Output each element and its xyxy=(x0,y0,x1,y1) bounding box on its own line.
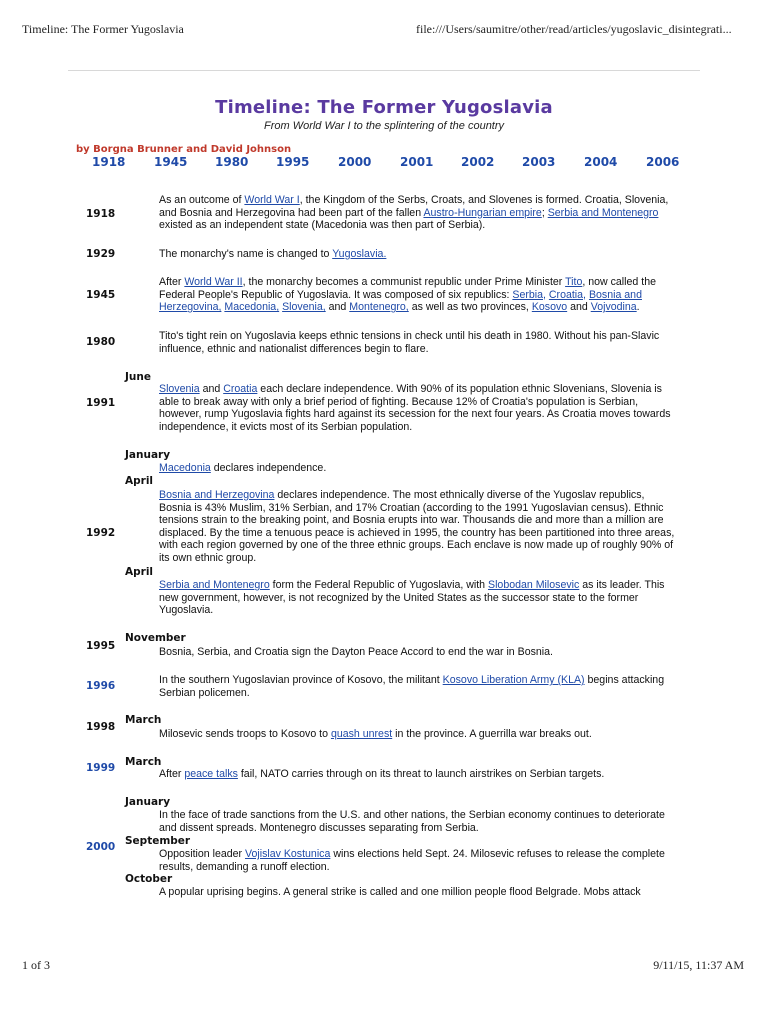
inline-link[interactable]: Bosnia and Herzegovina xyxy=(159,489,275,501)
year-link-1918[interactable]: 1918 xyxy=(92,155,126,169)
year-link-1945[interactable]: 1945 xyxy=(154,155,188,169)
inline-link[interactable]: Kosovo xyxy=(531,301,568,314)
year-label-1929: 1929 xyxy=(86,248,116,260)
inline-link[interactable]: World War II xyxy=(184,276,243,288)
month-label: June xyxy=(125,371,151,383)
byline: by Borgna Brunner and David Johnson xyxy=(76,144,292,155)
year-label-1918: 1918 xyxy=(86,208,116,220)
month-label: October xyxy=(125,873,173,885)
entry-text-2000-january: In the face of trade sanctions from the U.S. and other nations, the Serbian economy continues to deteriorate and dissent spreads. Montenegro discusses separating from Serbia. xyxy=(159,809,665,834)
inline-link[interactable]: World War I xyxy=(244,194,300,206)
month-label: April xyxy=(125,566,154,578)
entry-text-1991: Slovenia and Croatia each declare independence. With 90% of its population ethnic Slovenians, Slovenia is able to break away with only a brief period of fighting. Because 12% of Croatia's population is Serbian, however, rump Yugoslavia fights hard against its secession for the next four years. As Croatia moves towards independence, it evicts most of its Serbian population. xyxy=(159,383,671,433)
entry-text-1918: As an outcome of World War I, the Kingdom of the Serbs, Croats, and Slovenes is formed. Croatia, Slovenia, and Bosnia and Herzegovina had been part of the fallen Austro-Hungarian empire; Serbia and Montenegro existed as an independent state (Macedonia was then part of Serbia). xyxy=(159,194,669,232)
year-label-1995: 1995 xyxy=(86,640,116,652)
print-header-url: file:///Users/saumitre/other/read/articles/yugoslavic_disintegrati... xyxy=(416,22,732,36)
year-link-2002[interactable]: 2002 xyxy=(461,155,495,169)
year-link-2004[interactable]: 2004 xyxy=(584,155,618,169)
inline-link[interactable]: Kosovo Liberation Army (KLA) xyxy=(442,674,585,686)
month-label: January xyxy=(125,796,171,808)
entry-text-1980: Tito's tight rein on Yugoslavia keeps ethnic tensions in check until his death in 1980. Without his pan-Slavic influence, ethnic and nationalist differences begin to flare. xyxy=(159,330,660,355)
month-label: September xyxy=(125,835,191,847)
print-footer-date: 9/11/15, 11:37 AM xyxy=(653,958,744,972)
year-label-1991: 1991 xyxy=(86,397,116,409)
print-header-title: Timeline: The Former Yugoslavia xyxy=(22,22,184,36)
month-label: January xyxy=(125,449,171,461)
inline-link[interactable]: quash unrest xyxy=(330,728,393,740)
inline-link[interactable]: Vojislav Kostunica xyxy=(244,848,331,860)
inline-link[interactable]: Slovenia, xyxy=(282,301,326,314)
inline-link[interactable]: Serbia and Montenegro xyxy=(159,579,270,591)
inline-link[interactable]: Montenegro, xyxy=(349,301,409,314)
inline-link[interactable]: Macedonia, xyxy=(224,301,280,314)
year-label-1996[interactable]: 1996 xyxy=(86,680,116,692)
year-label-1980: 1980 xyxy=(86,336,116,348)
year-link-1995[interactable]: 1995 xyxy=(276,155,310,169)
entry-text-1929: The monarchy's name is changed to Yugoslavia. xyxy=(159,248,387,260)
inline-link[interactable]: Yugoslavia. xyxy=(332,248,387,260)
page-title: Timeline: The Former Yugoslavia xyxy=(215,97,553,118)
entry-text-1992-april-2: Serbia and Montenegro form the Federal Republic of Yugoslavia, with Slobodan Milosevic as its leader. This new government, however, is not recognized by the United States as the successor state to the former Yugoslavia. xyxy=(159,579,665,617)
entry-text-1996: In the southern Yugoslavian province of Kosovo, the militant Kosovo Liberation Army (KLA) begins attacking Serbian policemen. xyxy=(159,674,665,699)
entry-text-1995: Bosnia, Serbia, and Croatia sign the Dayton Peace Accord to end the war in Bosnia. xyxy=(159,646,553,658)
year-link-2001[interactable]: 2001 xyxy=(400,155,434,169)
inline-link[interactable]: Slovenia xyxy=(159,383,200,395)
inline-link[interactable]: Tito xyxy=(565,276,583,288)
entry-text-1945: After World War II, the monarchy becomes a communist republic under Prime Minister Tito, now called the Federal People's Republic of Yugoslavia. It was composed of six republics: Serbia, Croatia, Bosnia and Herzegovina, Macedonia, Slovenia, and Montenegro, as well as two provinces, Kosovo and Vojvodina. xyxy=(159,276,656,314)
inline-link[interactable]: Vojvodina xyxy=(590,301,637,314)
year-link-2003[interactable]: 2003 xyxy=(522,155,556,169)
inline-link[interactable]: Austro-Hungarian empire xyxy=(423,206,542,219)
entry-text-1998: Milosevic sends troops to Kosovo to quash unrest in the province. A guerrilla war breaks out. xyxy=(159,728,592,740)
entry-text-1992-april: Bosnia and Herzegovina declares independence. The most ethnically diverse of the Yugoslav republics, Bosnia is 43% Muslim, 31% Serbian, and 17% Croatian (according to the 1991 Yugoslavian census). Ethnic tensions strain to the breaking point, and Bosnia erupts into war. Thousands die and more than a million are displaced. By the time a tenuous peace is achieved in 1995, the country has been partitioned into three areas, with each region governed by one of the three ethnic groups. Each enclave is now made up of roughly 90% of its own ethnic group. xyxy=(159,489,675,564)
month-label: March xyxy=(125,756,162,768)
print-footer-page: 1 of 3 xyxy=(22,958,50,972)
entry-text-2000-october: A popular uprising begins. A general strike is called and one million people flood Belgrade. Mobs attack xyxy=(159,886,641,898)
inline-link[interactable]: Macedonia xyxy=(159,462,211,474)
inline-link[interactable]: Serbia, xyxy=(512,288,546,301)
inline-link[interactable]: Croatia xyxy=(223,383,258,395)
entry-text-1992-january: Macedonia declares independence. xyxy=(159,462,327,474)
entry-text-1999: After peace talks fail, NATO carries through on its threat to launch airstrikes on Serbian targets. xyxy=(159,768,605,780)
year-link-1980[interactable]: 1980 xyxy=(215,155,249,169)
year-label-1999[interactable]: 1999 xyxy=(86,762,116,774)
header-divider xyxy=(68,70,700,71)
year-navigation xyxy=(76,155,696,171)
inline-link[interactable]: Slobodan Milosevic xyxy=(488,579,580,591)
entry-text-2000-september: Opposition leader Vojislav Kostunica wins elections held Sept. 24. Milosevic refuses to release the complete results, demanding a runoff election. xyxy=(159,848,665,873)
page-subtitle: From World War I to the splintering of the country xyxy=(263,120,505,132)
year-link-2000[interactable]: 2000 xyxy=(338,155,372,169)
month-label: November xyxy=(125,632,186,644)
year-label-1945: 1945 xyxy=(86,289,116,301)
inline-link[interactable]: Bosnia and Herzegovina, xyxy=(159,288,642,314)
year-label-2000[interactable]: 2000 xyxy=(86,841,116,853)
year-link-2006[interactable]: 2006 xyxy=(646,155,680,169)
inline-link[interactable]: peace talks xyxy=(184,768,238,780)
month-label: April xyxy=(125,475,154,487)
year-label-1998: 1998 xyxy=(86,721,116,733)
month-label: March xyxy=(125,714,162,726)
year-label-1992: 1992 xyxy=(86,527,116,539)
inline-link[interactable]: Croatia, xyxy=(548,288,586,301)
inline-link[interactable]: Serbia and Montenegro xyxy=(547,206,659,219)
